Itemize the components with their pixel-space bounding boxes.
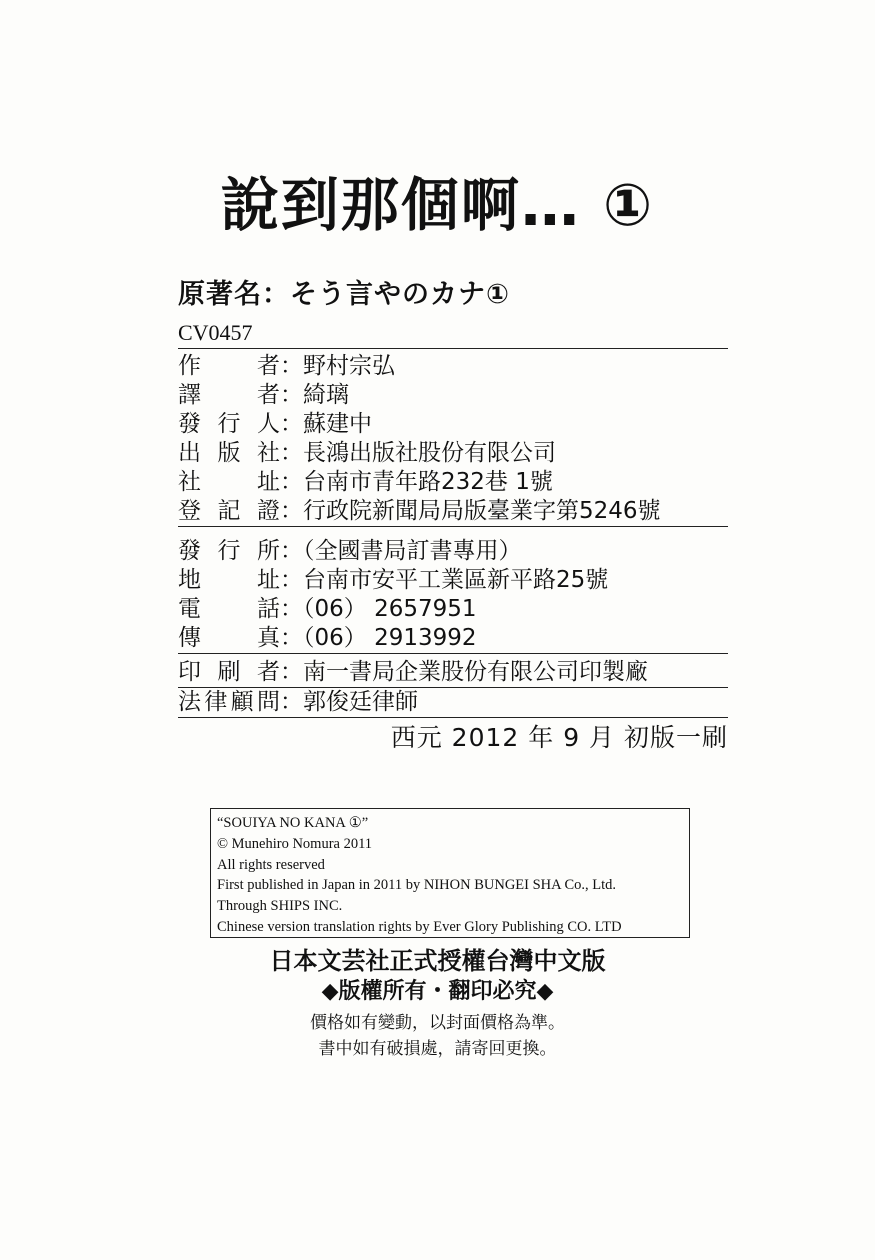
credit-label-char: 行 xyxy=(217,411,241,437)
credits-publisher xyxy=(178,352,728,527)
credit-row xyxy=(178,624,728,653)
credit-label-char: 地 xyxy=(178,567,201,593)
credit-value: ：（全國書局訂書專用） xyxy=(280,538,522,564)
credit-label-char: 發 xyxy=(178,538,201,564)
credit-label-char: 人 xyxy=(257,411,280,437)
rights-line: All rights reserved xyxy=(217,856,325,873)
credit-label xyxy=(178,566,280,595)
credit-label-char: 問 xyxy=(256,689,280,715)
credit-label-char: 話 xyxy=(257,596,280,622)
credit-label xyxy=(178,688,280,717)
credit-label xyxy=(178,658,280,687)
credit-label-char: 址 xyxy=(257,567,280,593)
rights-line: © Munehiro Nomura 2011 xyxy=(217,835,373,852)
book-title: 說到那個啊… ① xyxy=(220,171,655,239)
credit-label-char: 真 xyxy=(257,625,280,651)
credit-row xyxy=(178,595,728,624)
credit-label-char: 者 xyxy=(257,382,280,408)
credit-label-char: 者 xyxy=(257,659,280,685)
credit-label-char: 電 xyxy=(178,596,201,622)
credit-label xyxy=(178,352,280,381)
original-title: 原著名：そう言やのカナ① xyxy=(178,279,510,310)
credit-row xyxy=(178,468,728,497)
rights-line: First published in Japan in 2011 by NIHON BUNGEI SHA Co., Ltd. xyxy=(217,877,617,894)
rights-line: “SOUIYA NO KANA ①” xyxy=(217,815,369,831)
rights-box xyxy=(210,808,690,938)
license-statement: 日本文芸社正式授權台灣中文版 xyxy=(269,947,606,975)
credit-row xyxy=(178,381,728,410)
credit-label xyxy=(178,381,280,410)
credit-value: ：台南市安平工業區新平路25號 xyxy=(280,567,609,593)
credit-label-char: 址 xyxy=(257,469,280,495)
credits-printer xyxy=(178,658,728,688)
credit-value: ：行政院新聞局局版臺業字第5246號 xyxy=(280,498,661,524)
credit-label xyxy=(178,537,280,566)
edition-line: 西元 2012 年 9 月 初版一刷 xyxy=(390,723,728,752)
credit-label-char: 社 xyxy=(257,440,280,466)
credit-value: ：（06） 2913992 xyxy=(280,625,477,651)
price-note: 價格如有變動，以封面價格為準。 xyxy=(310,1013,565,1033)
credit-row xyxy=(178,497,728,526)
credit-row xyxy=(178,688,728,717)
rights-line: Through SHIPS INC. xyxy=(217,898,343,915)
credits-distributor xyxy=(178,537,728,654)
credit-label xyxy=(178,410,280,439)
credit-label-char: 行 xyxy=(217,538,241,564)
credit-value: ：南一書局企業股份有限公司印製廠 xyxy=(280,659,648,685)
damage-note: 書中如有破損處，請寄回更換。 xyxy=(318,1039,557,1059)
credit-value: ：野村宗弘 xyxy=(280,353,395,379)
credit-row xyxy=(178,352,728,381)
copyright-warning: ◆版權所有・翻印必究◆ xyxy=(321,979,554,1004)
credit-label-char: 傳 xyxy=(178,625,201,651)
credit-value: ：台南市青年路232巷 1號 xyxy=(280,469,553,495)
credit-label-char: 顧 xyxy=(230,689,254,715)
credit-row xyxy=(178,439,728,468)
credit-value: ：（06） 2657951 xyxy=(280,596,477,622)
catalog-code: CV0457 xyxy=(178,318,728,349)
credit-label-char: 證 xyxy=(257,498,280,524)
credit-value: ：綺璃 xyxy=(280,382,349,408)
credit-label-char: 記 xyxy=(217,498,241,524)
credit-label-char: 譯 xyxy=(178,382,201,408)
credit-label xyxy=(178,439,280,468)
credit-label-char: 印 xyxy=(178,659,201,685)
credit-row xyxy=(178,566,728,595)
credit-label xyxy=(178,624,280,653)
credit-label-char: 版 xyxy=(217,440,241,466)
credit-row xyxy=(178,537,728,566)
credit-row xyxy=(178,410,728,439)
credit-label xyxy=(178,468,280,497)
credit-label xyxy=(178,595,280,624)
credit-label-char: 律 xyxy=(204,689,228,715)
credit-label-char: 刷 xyxy=(217,659,241,685)
credits-legal xyxy=(178,688,728,718)
credit-label-char: 者 xyxy=(257,353,280,379)
credit-value: ：郭俊廷律師 xyxy=(280,689,418,715)
rights-line: Chinese version translation rights by Ever Glory Publishing CO. LTD xyxy=(217,918,622,935)
credit-label-char: 所 xyxy=(257,538,280,564)
credit-value: ：長鴻出版社股份有限公司 xyxy=(280,440,556,466)
credit-label-char: 社 xyxy=(178,469,201,495)
credit-row xyxy=(178,658,728,687)
credit-label-char: 登 xyxy=(178,498,201,524)
credit-label-char: 出 xyxy=(178,440,201,466)
credit-value: ：蘇建中 xyxy=(280,411,372,437)
credit-label-char: 法 xyxy=(178,689,201,715)
credit-label xyxy=(178,497,280,526)
credit-label-char: 發 xyxy=(178,411,201,437)
credit-label-char: 作 xyxy=(178,353,201,379)
